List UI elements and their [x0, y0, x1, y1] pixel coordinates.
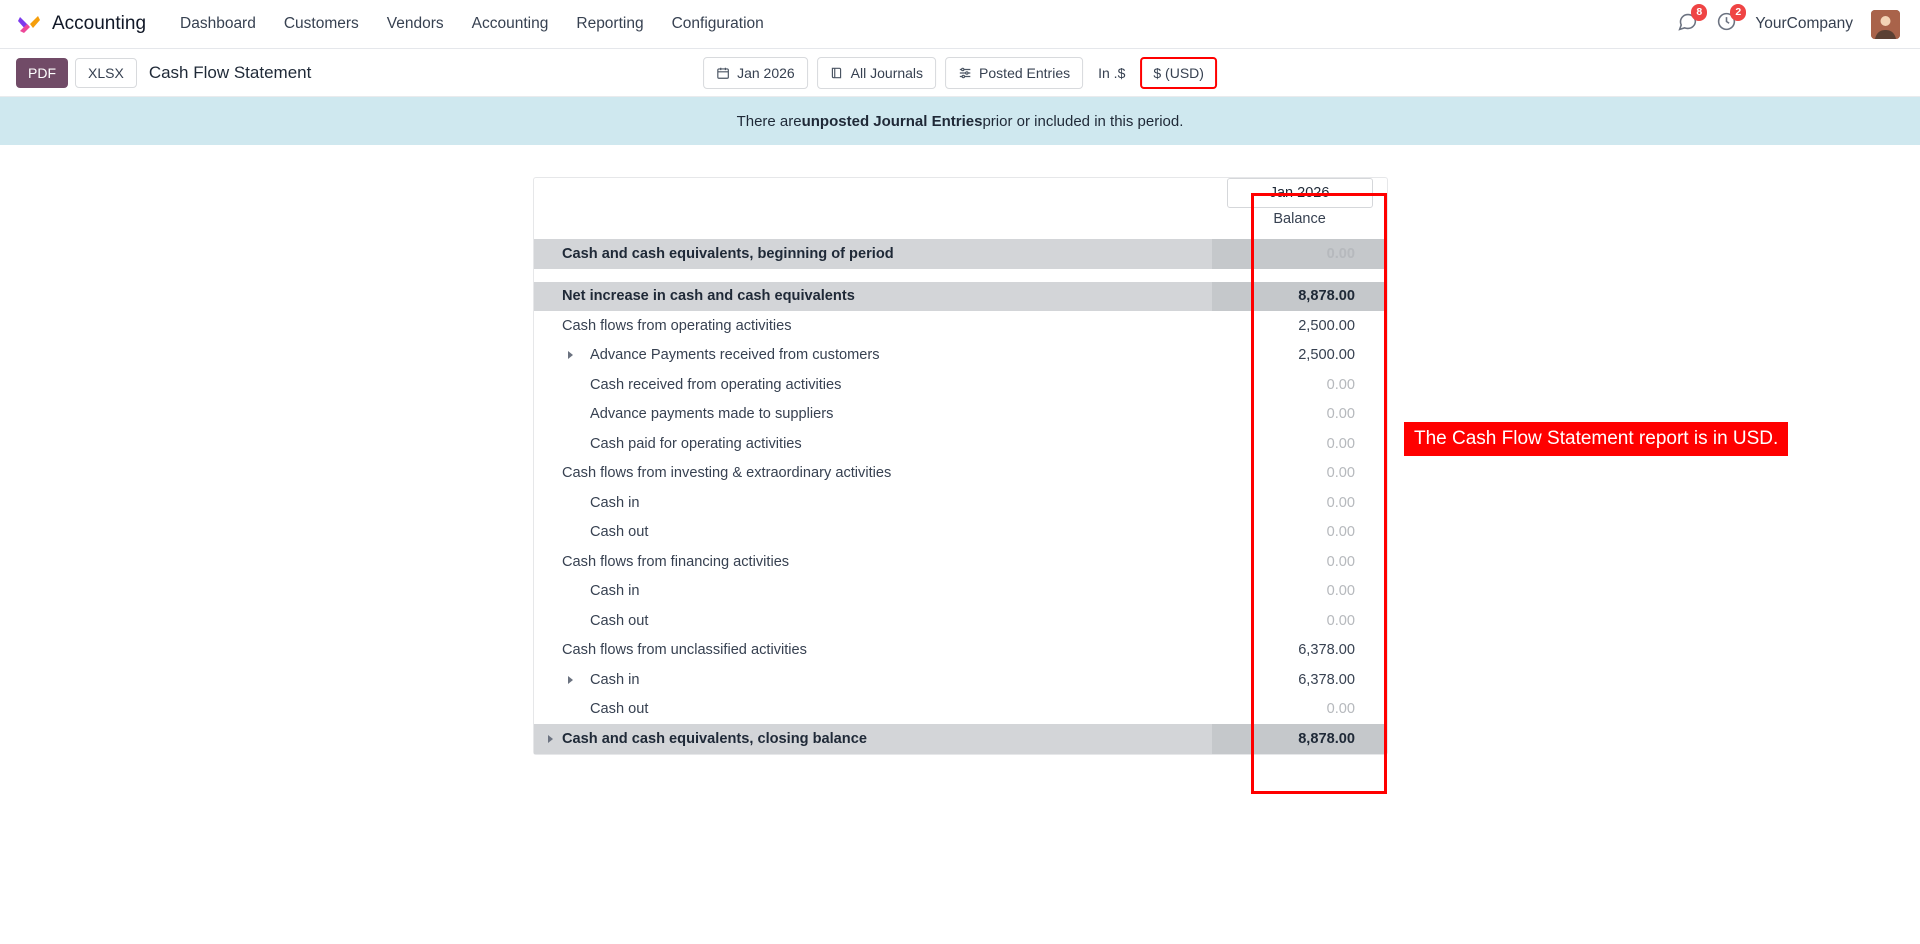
report-rows — [534, 239, 1387, 754]
table-row[interactable] — [534, 636, 1387, 666]
row-value: 0.00 — [1326, 524, 1355, 541]
filter-entries-label: Posted Entries — [979, 64, 1071, 81]
row-label-text: Cash in — [590, 494, 640, 511]
row-label-text: Cash out — [590, 524, 649, 541]
filter-currency-label: $ (USD) — [1153, 64, 1204, 81]
row-value: 0.00 — [1326, 435, 1355, 452]
brand-name: Accounting — [52, 13, 147, 34]
row-label-text: Cash flows from financing activities — [562, 553, 790, 570]
table-row[interactable] — [534, 459, 1387, 489]
row-label — [534, 665, 1212, 695]
table-row[interactable] — [534, 665, 1387, 695]
table-row[interactable] — [534, 547, 1387, 577]
sliders-icon — [958, 66, 972, 80]
row-value: 2,500.00 — [1298, 347, 1355, 364]
row-label — [534, 636, 1212, 666]
table-row[interactable] — [534, 577, 1387, 607]
table-row[interactable] — [534, 282, 1387, 312]
row-label — [534, 547, 1212, 577]
menu-item-customers[interactable]: Customers — [283, 15, 359, 32]
row-label — [534, 282, 1212, 312]
messages-button[interactable] — [1677, 6, 1703, 37]
row-label — [534, 311, 1212, 341]
activities-button[interactable] — [1716, 6, 1742, 37]
table-row[interactable] — [534, 400, 1387, 430]
filter-decimals-label: In .$ — [1098, 64, 1126, 81]
row-label — [534, 606, 1212, 636]
alert-suffix: prior or included in this period. — [982, 112, 1184, 130]
messages-badge: 8 — [1691, 4, 1707, 21]
control-panel — [0, 49, 1920, 97]
row-label — [534, 341, 1212, 371]
table-row[interactable] — [534, 518, 1387, 548]
odoo-logo-icon — [16, 11, 42, 37]
row-value: 0.00 — [1326, 406, 1355, 423]
spacer-cell — [1212, 269, 1387, 282]
filter-journals-label: All Journals — [850, 64, 924, 81]
filter-currency-button[interactable] — [1140, 57, 1217, 89]
brand[interactable] — [16, 11, 146, 37]
page-title: Cash Flow Statement — [148, 62, 312, 82]
filter-decimals-button[interactable] — [1092, 58, 1131, 88]
row-value: 0.00 — [1326, 612, 1355, 629]
main-menu — [166, 7, 778, 41]
report-header — [534, 178, 1387, 239]
row-label-text: Cash received from operating activities — [590, 376, 842, 393]
filter-journals-button[interactable] — [817, 57, 936, 89]
filter-entries-button[interactable] — [945, 57, 1083, 89]
export-pdf-button[interactable]: PDF — [16, 58, 68, 88]
table-row[interactable] — [534, 695, 1387, 725]
row-label — [534, 370, 1212, 400]
table-row[interactable] — [534, 429, 1387, 459]
filter-date-label: Jan 2026 — [737, 64, 795, 81]
navbar-right — [1677, 6, 1904, 39]
period-header[interactable]: Jan 2026 — [1227, 178, 1373, 208]
row-label — [534, 695, 1212, 725]
row-label — [534, 429, 1212, 459]
row-label — [534, 459, 1212, 489]
company-name[interactable]: YourCompany — [1755, 15, 1853, 32]
row-value: 0.00 — [1326, 494, 1355, 511]
table-row[interactable] — [534, 724, 1387, 754]
table-row[interactable] — [534, 488, 1387, 518]
row-value: 0.00 — [1326, 583, 1355, 600]
row-label-text: Cash out — [590, 701, 649, 718]
filter-date-button[interactable] — [703, 57, 808, 89]
row-label-text: Cash in — [590, 583, 640, 600]
row-value: 8,878.00 — [1212, 724, 1387, 754]
activities-badge: 2 — [1730, 4, 1746, 21]
row-label-text: Net increase in cash and cash equivalents — [562, 288, 855, 305]
report-canvas — [0, 145, 1920, 944]
row-label — [534, 518, 1212, 548]
expand-caret-icon[interactable] — [548, 735, 553, 743]
row-value: 0.00 — [1326, 376, 1355, 393]
table-row[interactable] — [534, 370, 1387, 400]
row-label-text: Cash flows from unclassified activities — [562, 642, 807, 659]
table-row[interactable] — [534, 311, 1387, 341]
row-value: 6,378.00 — [1298, 671, 1355, 688]
row-value: 0.00 — [1326, 553, 1355, 570]
cash-flow-table — [534, 178, 1387, 754]
row-value: 0.00 — [1326, 701, 1355, 718]
spacer-cell — [534, 269, 1212, 282]
row-label — [534, 577, 1212, 607]
report-sheet — [533, 177, 1388, 755]
row-value: 2,500.00 — [1298, 317, 1355, 334]
header-empty-cell — [534, 178, 1212, 208]
menu-item-configuration[interactable]: Configuration — [671, 15, 764, 32]
row-label-text: Cash flows from investing & extraordinary activities — [562, 465, 892, 482]
row-label-text: Cash paid for operating activities — [590, 435, 802, 452]
expand-caret-icon[interactable] — [568, 676, 573, 684]
period-header-cell — [1212, 178, 1387, 208]
menu-item-vendors[interactable]: Vendors — [386, 15, 444, 32]
menu-item-dashboard[interactable]: Dashboard — [180, 15, 256, 32]
row-label-text: Cash in — [590, 671, 640, 688]
calendar-icon — [716, 66, 730, 80]
menu-item-accounting[interactable]: Accounting — [471, 15, 549, 32]
alert-link[interactable]: unposted Journal Entries — [801, 112, 983, 130]
avatar[interactable] — [1871, 10, 1900, 39]
table-row[interactable] — [534, 341, 1387, 371]
report-filters — [703, 57, 1217, 89]
row-value: 8,878.00 — [1212, 282, 1387, 312]
row-label-text: Cash flows from operating activities — [562, 317, 792, 334]
table-row[interactable] — [534, 239, 1387, 269]
subheader-empty-cell — [534, 208, 1212, 239]
row-value: 0.00 — [1212, 239, 1387, 269]
alert-prefix: There are — [736, 112, 802, 130]
top-navbar — [0, 0, 1920, 49]
row-label — [534, 239, 1212, 269]
export-xlsx-button[interactable]: XLSX — [75, 58, 137, 88]
annotation-callout: The Cash Flow Statement report is in USD. — [1404, 422, 1788, 456]
row-label — [534, 724, 1212, 754]
table-row[interactable] — [534, 606, 1387, 636]
expand-caret-icon[interactable] — [568, 351, 573, 359]
row-label — [534, 488, 1212, 518]
menu-item-reporting[interactable]: Reporting — [576, 15, 644, 32]
row-label-text: Advance Payments received from customers — [590, 347, 880, 364]
row-label-text: Cash and cash equivalents, beginning of period — [562, 245, 894, 262]
row-label-text: Cash and cash equivalents, closing balance — [562, 730, 867, 747]
balance-header: Balance — [1273, 211, 1326, 227]
row-value: 0.00 — [1326, 465, 1355, 482]
row-spacer — [534, 269, 1387, 282]
unposted-entries-alert — [0, 97, 1920, 145]
row-label-text: Cash out — [590, 612, 649, 629]
book-icon — [830, 66, 844, 80]
row-value: 6,378.00 — [1298, 642, 1355, 659]
row-label-text: Advance payments made to suppliers — [590, 406, 834, 423]
row-label — [534, 400, 1212, 430]
